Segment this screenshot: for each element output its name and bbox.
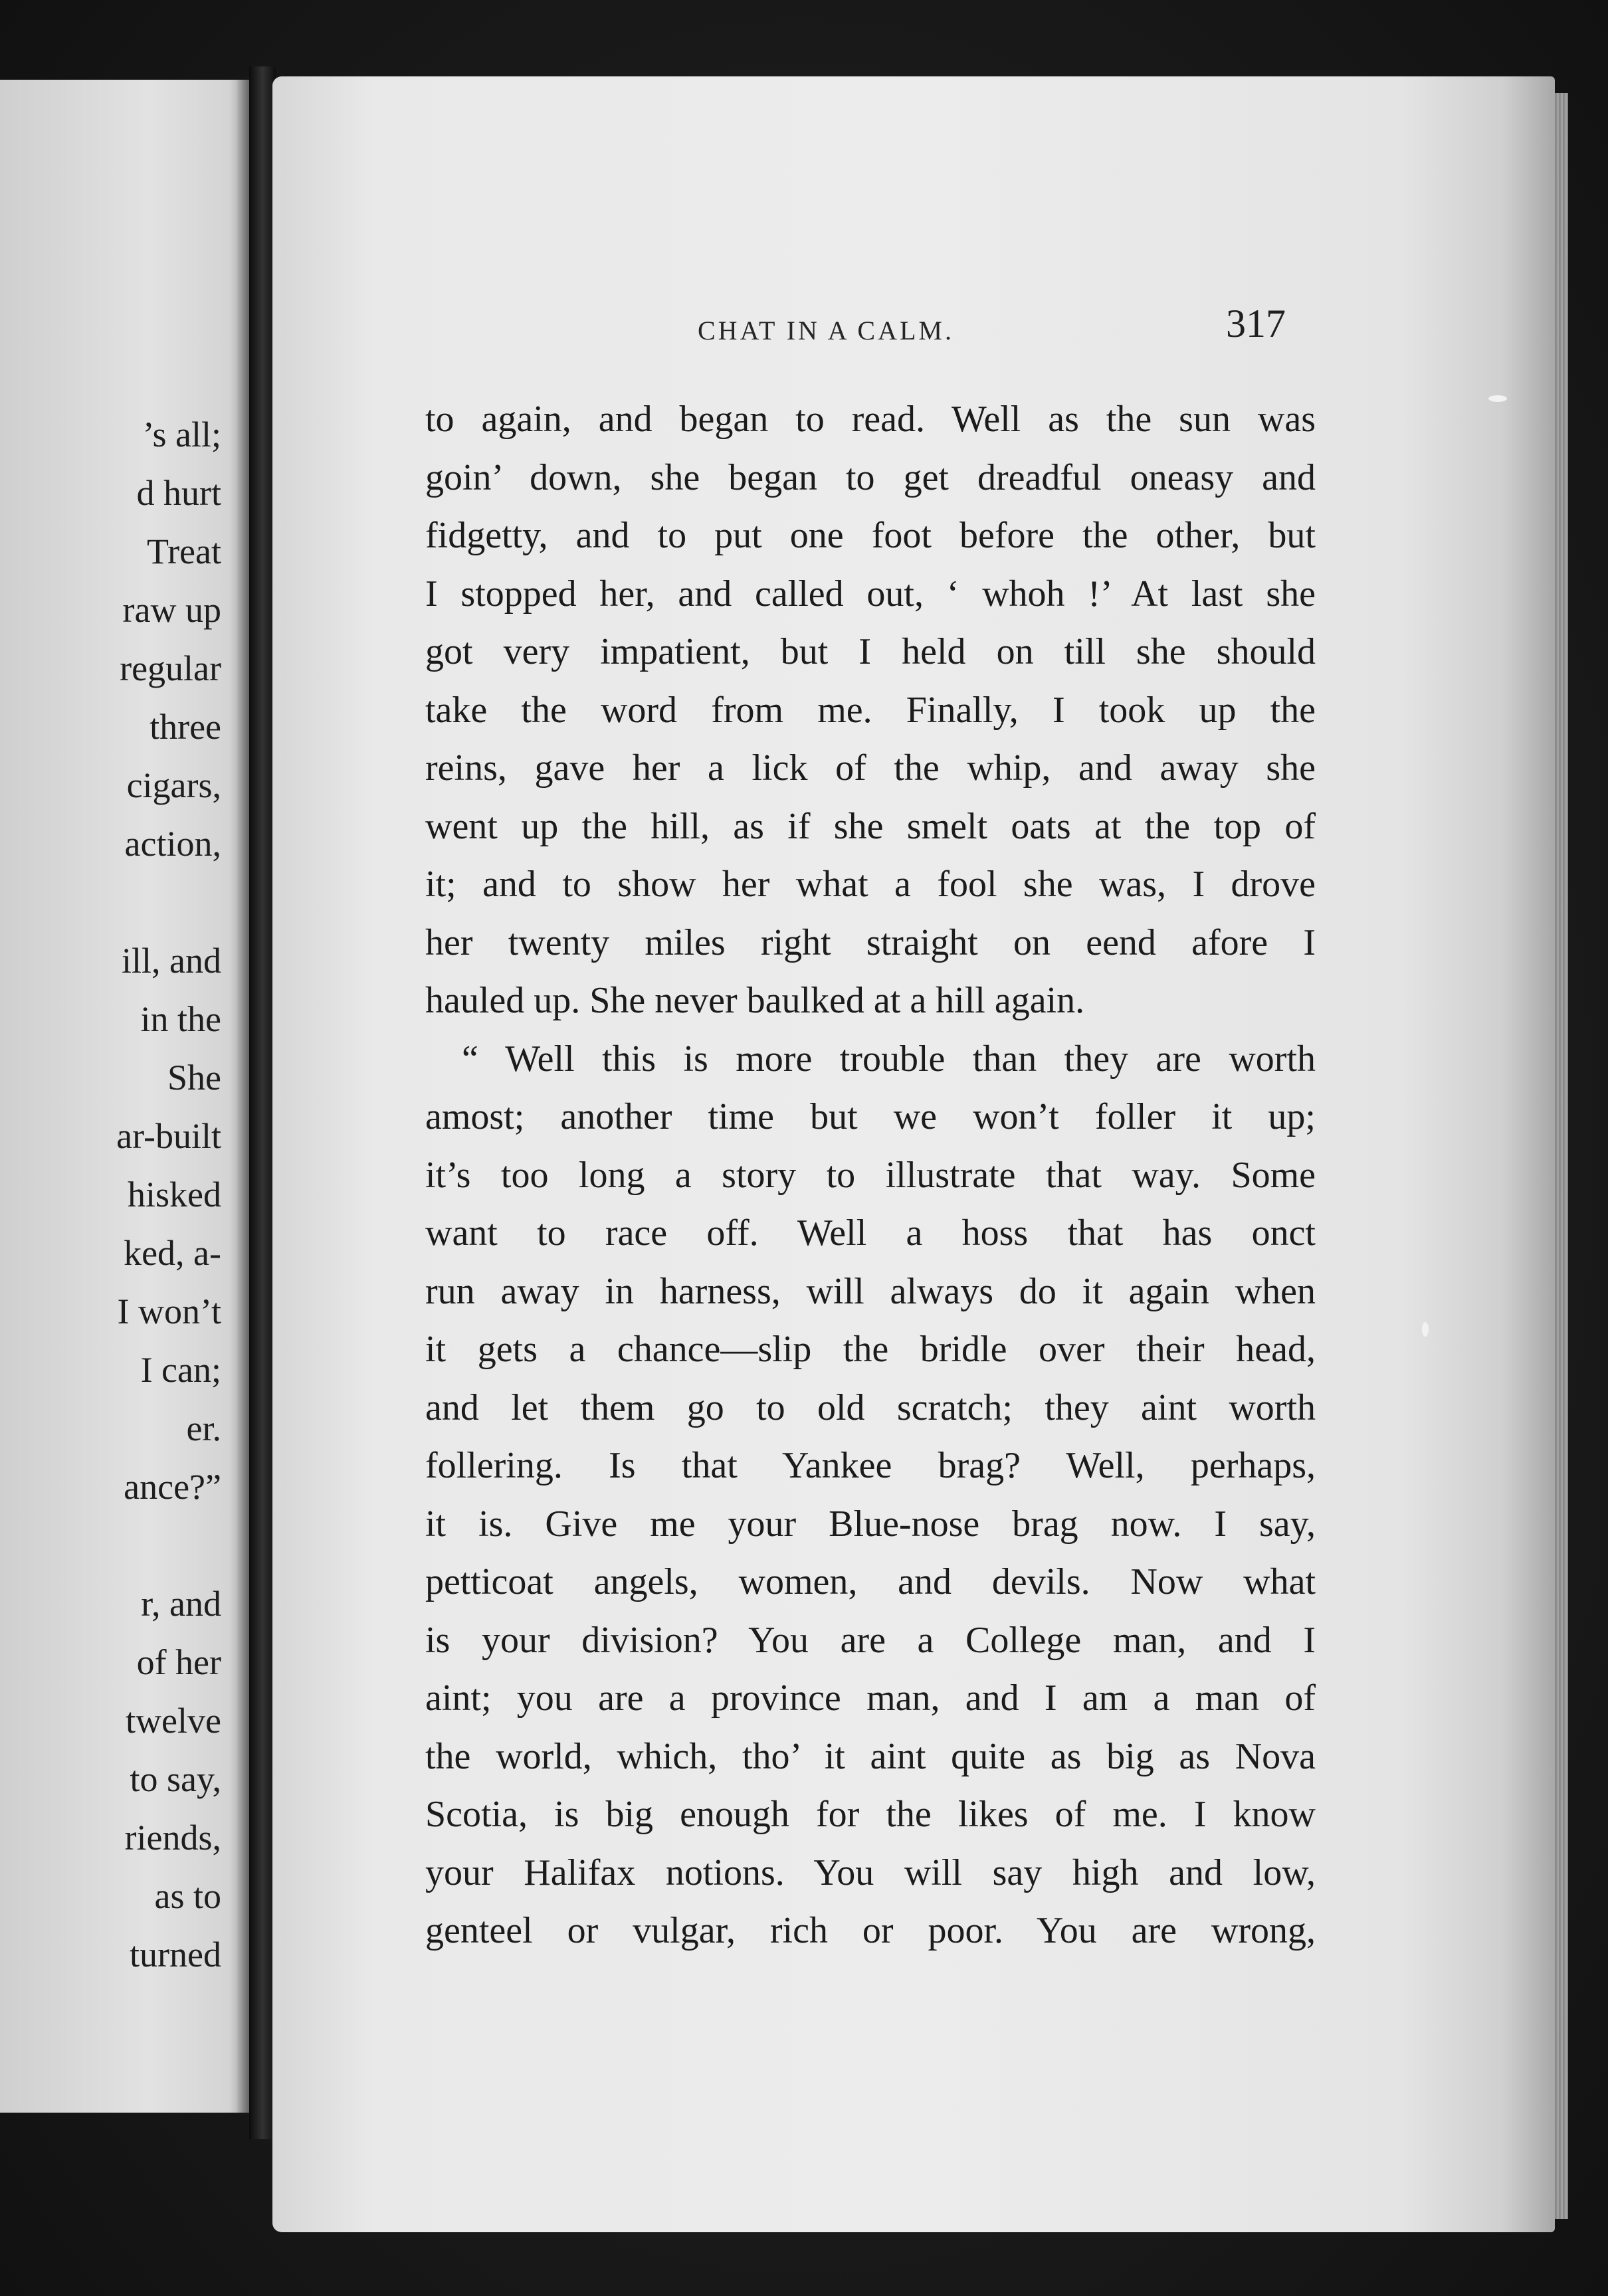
body-line: hauled up. She never baulked at a hill again. xyxy=(425,980,1085,1021)
body-line: it’s too long a story to illustrate that way. Some xyxy=(425,1154,1316,1196)
left-page-line: er. xyxy=(186,1408,221,1448)
body-line: want to race off. Well a hoss that has onct xyxy=(425,1212,1316,1254)
left-page xyxy=(0,80,249,2113)
body-line: the world, which, tho’ it aint quite as big as Nova xyxy=(425,1735,1316,1777)
left-page-line: ill, and xyxy=(122,941,221,981)
left-page-line: twelve xyxy=(126,1701,221,1741)
body-line: it gets a chance—slip the bridle over their head, xyxy=(425,1329,1316,1370)
body-line: run away in harness, will always do it again when xyxy=(425,1270,1316,1312)
body-text xyxy=(425,391,1316,1961)
body-line: Scotia, is big enough for the likes of me. I know xyxy=(425,1794,1316,1835)
body-line: her twenty miles right straight on eend afore I xyxy=(425,921,1316,963)
body-line: goin’ down, she began to get dreadful oneasy and xyxy=(425,456,1316,498)
body-line: got very impatient, but I held on till she should xyxy=(425,631,1316,672)
left-page-line: d hurt xyxy=(136,473,221,513)
body-line: petticoat angels, women, and devils. Now what xyxy=(425,1561,1316,1602)
book-gutter xyxy=(249,66,276,2139)
left-page-line: regular xyxy=(120,648,221,688)
left-page-line: r, and xyxy=(141,1584,221,1624)
body-line: aint; you are a province man, and I am a man of xyxy=(425,1677,1316,1719)
left-page-line xyxy=(0,1516,221,1575)
body-line: fidgetty, and to put one foot before the other, but xyxy=(425,515,1316,556)
left-page-line: riends, xyxy=(124,1818,221,1858)
left-page-line: three xyxy=(150,707,221,747)
left-page-line: as to xyxy=(154,1876,221,1916)
scan-fleck xyxy=(1422,1322,1429,1337)
left-page-line: She xyxy=(167,1058,221,1098)
body-line: reins, gave her a lick of the whip, and away she xyxy=(425,747,1316,789)
running-head: CHAT IN A CALM. xyxy=(698,316,954,345)
body-line: your Halifax notions. You will say high and low, xyxy=(425,1852,1316,1893)
left-page-line: ar-built xyxy=(116,1116,221,1156)
body-line: genteel or vulgar, rich or poor. You are wrong, xyxy=(425,1910,1316,1951)
body-line: I stopped her, and called out, ‘ whoh !’ At last she xyxy=(425,573,1316,615)
left-page-line: ance?” xyxy=(124,1467,221,1507)
left-page-line: turned xyxy=(130,1935,221,1974)
left-page-line: raw up xyxy=(122,590,221,630)
left-page-line: hisked xyxy=(128,1175,221,1214)
body-line: amost; another time but we won’t foller it up; xyxy=(425,1096,1316,1137)
body-line: it; and to show her what a fool she was, I drove xyxy=(425,864,1316,905)
scan-fleck xyxy=(1488,395,1507,402)
left-page-line xyxy=(0,873,221,931)
body-line: and let them go to old scratch; they aint worth xyxy=(425,1387,1316,1428)
left-page-line: cigars, xyxy=(126,765,221,805)
left-page-line: I can; xyxy=(140,1350,221,1390)
left-page-line: in the xyxy=(140,999,221,1039)
left-page-text xyxy=(0,405,221,1984)
left-page-line: action, xyxy=(124,824,221,864)
body-line: take the word from me. Finally, I took up the xyxy=(425,689,1316,731)
left-page-line: ked, a- xyxy=(124,1233,221,1273)
body-line: “ Well this is more trouble than they are worth xyxy=(462,1038,1316,1080)
page-number: 317 xyxy=(1226,302,1286,345)
body-line: follering. Is that Yankee brag? Well, perhaps, xyxy=(425,1445,1316,1486)
left-page-line: I won’t xyxy=(117,1292,221,1331)
body-line: is your division? You are a College man, and I xyxy=(425,1619,1316,1661)
body-line: to again, and began to read. Well as the sun was xyxy=(425,399,1316,440)
left-page-line: Treat xyxy=(146,531,221,571)
left-page-line: to say, xyxy=(130,1759,221,1799)
body-line: it is. Give me your Blue-nose brag now. I say, xyxy=(425,1503,1316,1545)
left-page-line: of her xyxy=(136,1642,221,1682)
left-page-line: ’s all; xyxy=(142,415,221,454)
body-line: went up the hill, as if she smelt oats at the top of xyxy=(425,805,1316,847)
